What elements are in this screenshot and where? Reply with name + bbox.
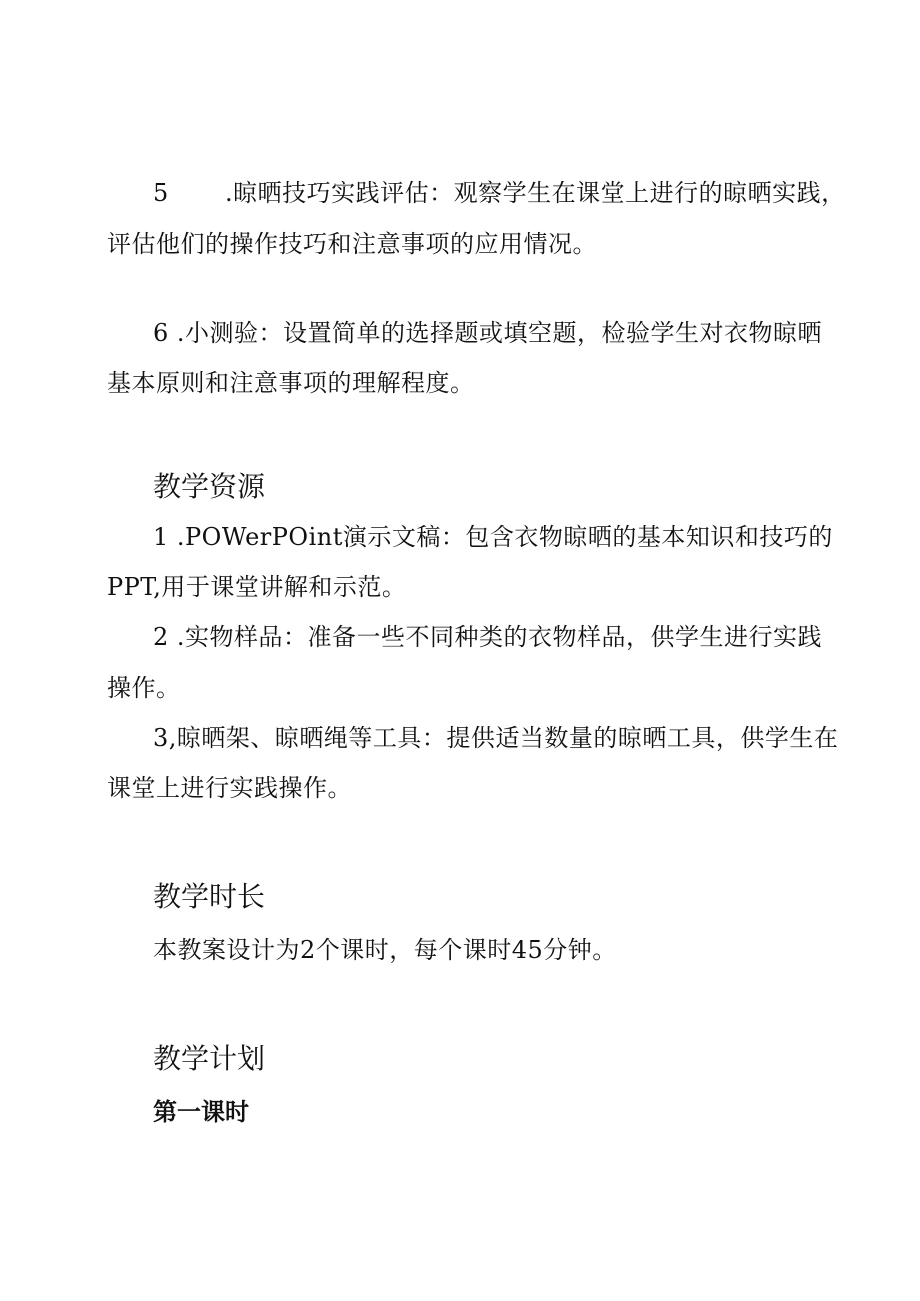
plan-heading: 教学计划: [153, 1042, 266, 1075]
evaluation-item-5-text: .晾晒技巧实践评估：观察学生在课堂上进行的晾晒实践，: [225, 179, 846, 207]
resource-item-3-line-1: 3,晾晒架、晾晒绳等工具：提供适当数量的晾晒工具，供学生在: [153, 724, 839, 752]
resources-heading: 教学资源: [153, 470, 266, 503]
evaluation-item-5-line-1: [153, 178, 846, 208]
evaluation-item-5-line-2: 评估他们的操作技巧和注意事项的应用情况。: [107, 230, 597, 258]
plan-subheading-first-lesson: 第一课时: [153, 1098, 249, 1126]
resource-item-1-line-2: PPT,用于课堂讲解和示范。: [107, 573, 407, 601]
resource-item-2-line-2: 操作。: [107, 674, 181, 702]
resource-item-1-line-1: 1 .POWerPOint演示文稿：包含衣物晾晒的基本知识和技巧的: [153, 523, 833, 551]
duration-heading: 教学时长: [153, 880, 266, 913]
duration-text: 本教案设计为2个课时，每个课时45分钟。: [153, 936, 617, 964]
evaluation-item-5-number: 5: [153, 179, 169, 207]
evaluation-item-6-line-2: 基本原则和注意事项的理解程度。: [107, 369, 475, 397]
resource-item-2-line-1: 2 .实物样品：准备一些不同种类的衣物样品，供学生进行实践: [153, 623, 823, 651]
evaluation-item-6-line-1: 6 .小测验：设置简单的选择题或填空题，检验学生对衣物晾晒: [153, 319, 823, 347]
resource-item-3-line-2: 课堂上进行实践操作。: [107, 774, 352, 802]
